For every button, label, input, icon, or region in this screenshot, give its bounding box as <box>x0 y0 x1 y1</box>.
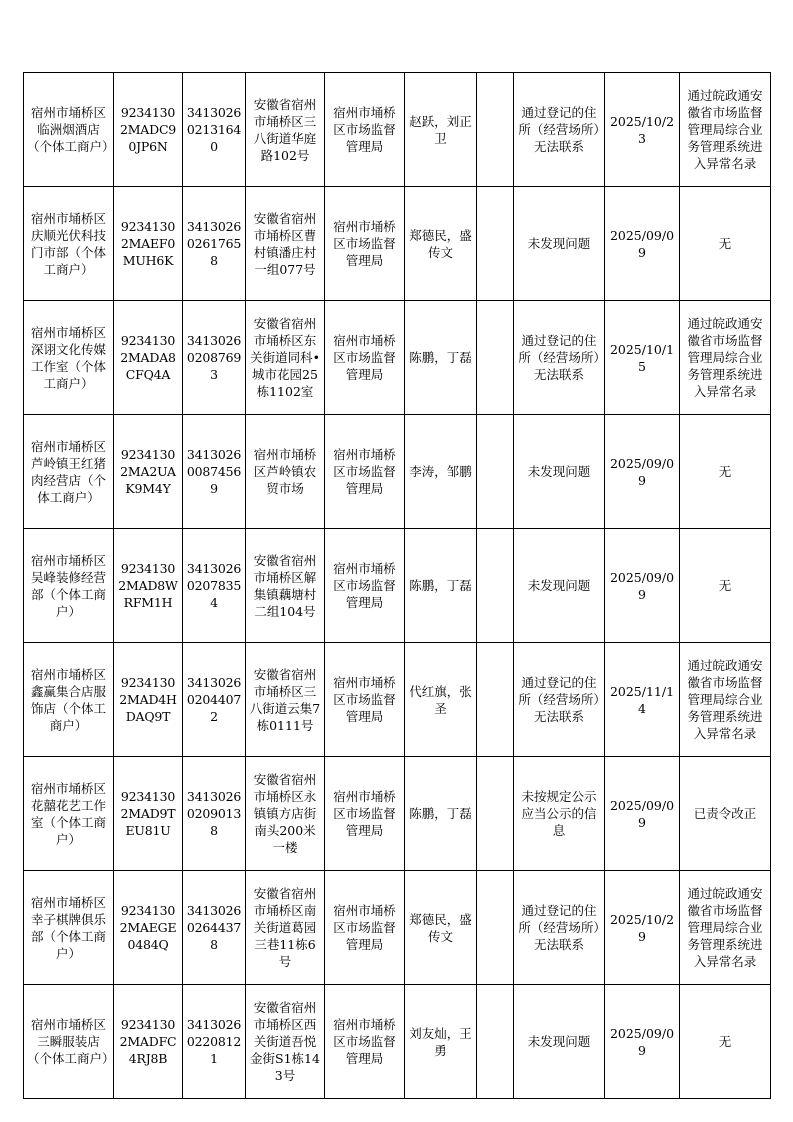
address-cell: 安徽省宿州市埇桥区东关街道同科•城市花园25栋1102室 <box>246 301 325 415</box>
table-row <box>24 985 771 1099</box>
blank-cell <box>477 985 514 1099</box>
date-cell: 2025/09/09 <box>605 757 680 871</box>
address-cell: 安徽省宿州市埇桥区曹村镇潘庄村一组077号 <box>246 187 325 301</box>
registration-number-cell: 341302602131640 <box>183 73 246 187</box>
table-row <box>24 415 771 529</box>
inspection-result-cell: 通过登记的住所（经营场所）无法联系 <box>514 73 605 187</box>
blank-cell <box>477 871 514 985</box>
authority-cell: 宿州市埇桥区市场监督管理局 <box>325 73 405 187</box>
date-cell: 2025/09/09 <box>605 187 680 301</box>
date-cell: 2025/09/09 <box>605 985 680 1099</box>
inspection-records-table <box>23 72 771 1099</box>
inspection-result-cell: 通过登记的住所（经营场所）无法联系 <box>514 301 605 415</box>
table-row <box>24 529 771 643</box>
registration-number-cell: 341302602090138 <box>183 757 246 871</box>
authority-cell: 宿州市埇桥区市场监督管理局 <box>325 187 405 301</box>
business-name-cell: 宿州市埇桥区庆顺光伏科技门市部（个体工商户） <box>24 187 114 301</box>
authority-cell: 宿州市埇桥区市场监督管理局 <box>325 529 405 643</box>
inspectors-cell: 郑德民，盛传文 <box>405 871 477 985</box>
address-cell: 安徽省宿州市埇桥区解集镇藕塘村二组104号 <box>246 529 325 643</box>
table-row <box>24 301 771 415</box>
inspectors-cell: 陈鹏，丁磊 <box>405 757 477 871</box>
date-cell: 2025/09/09 <box>605 415 680 529</box>
registration-number-cell: 341302602644378 <box>183 871 246 985</box>
authority-cell: 宿州市埇桥区市场监督管理局 <box>325 985 405 1099</box>
registration-number-cell: 341302600874569 <box>183 415 246 529</box>
date-cell: 2025/10/15 <box>605 301 680 415</box>
handling-cell: 通过皖政通安徽省市场监督管理局综合业务管理系统进入异常名录 <box>680 643 771 757</box>
blank-cell <box>477 415 514 529</box>
inspectors-cell: 陈鹏，丁磊 <box>405 529 477 643</box>
blank-cell <box>477 73 514 187</box>
blank-cell <box>477 529 514 643</box>
business-name-cell: 宿州市埇桥区花囍花艺工作室（个体工商户） <box>24 757 114 871</box>
inspectors-cell: 刘友灿，王勇 <box>405 985 477 1099</box>
credit-code-cell: 92341302MAEGE0484Q <box>114 871 183 985</box>
handling-cell: 无 <box>680 529 771 643</box>
handling-cell: 通过皖政通安徽省市场监督管理局综合业务管理系统进入异常名录 <box>680 301 771 415</box>
handling-cell: 无 <box>680 415 771 529</box>
registration-number-cell: 341302602208121 <box>183 985 246 1099</box>
inspection-result-cell: 未发现问题 <box>514 415 605 529</box>
date-cell: 2025/10/23 <box>605 73 680 187</box>
table-row <box>24 187 771 301</box>
inspectors-cell: 赵跃，刘正卫 <box>405 73 477 187</box>
records-body <box>24 73 771 1099</box>
inspection-result-cell: 未发现问题 <box>514 187 605 301</box>
authority-cell: 宿州市埇桥区市场监督管理局 <box>325 871 405 985</box>
inspectors-cell: 代红旗，张圣 <box>405 643 477 757</box>
credit-code-cell: 92341302MAEF0MUH6K <box>114 187 183 301</box>
inspection-result-cell: 通过登记的住所（经营场所）无法联系 <box>514 643 605 757</box>
inspection-result-cell: 通过登记的住所（经营场所）无法联系 <box>514 871 605 985</box>
handling-cell: 无 <box>680 985 771 1099</box>
date-cell: 2025/09/09 <box>605 529 680 643</box>
date-cell: 2025/11/14 <box>605 643 680 757</box>
registration-number-cell: 341302602044072 <box>183 643 246 757</box>
business-name-cell: 宿州市埇桥区鑫赢集合店服饰店（个体工商户） <box>24 643 114 757</box>
inspectors-cell: 郑德民，盛传文 <box>405 187 477 301</box>
credit-code-cell: 92341302MADFC4RJ8B <box>114 985 183 1099</box>
inspection-result-cell: 未发现问题 <box>514 529 605 643</box>
credit-code-cell: 92341302MADA8CFQ4A <box>114 301 183 415</box>
address-cell: 安徽省宿州市埇桥区西关街道吾悦金街S1栋143号 <box>246 985 325 1099</box>
address-cell: 安徽省宿州市埇桥区三八街道云集7栋0111号 <box>246 643 325 757</box>
authority-cell: 宿州市埇桥区市场监督管理局 <box>325 643 405 757</box>
table-row <box>24 643 771 757</box>
business-name-cell: 宿州市埇桥区幸子棋牌俱乐部（个体工商户） <box>24 871 114 985</box>
inspectors-cell: 陈鹏，丁磊 <box>405 301 477 415</box>
inspectors-cell: 李涛，邹鹏 <box>405 415 477 529</box>
registration-number-cell: 341302602078354 <box>183 529 246 643</box>
table-row <box>24 757 771 871</box>
credit-code-cell: 92341302MAD9TEU81U <box>114 757 183 871</box>
handling-cell: 通过皖政通安徽省市场监督管理局综合业务管理系统进入异常名录 <box>680 871 771 985</box>
address-cell: 安徽省宿州市埇桥区三八街道华庭路102号 <box>246 73 325 187</box>
address-cell: 安徽省宿州市埇桥区南关街道葛园三巷11栋6号 <box>246 871 325 985</box>
blank-cell <box>477 643 514 757</box>
table-row <box>24 871 771 985</box>
handling-cell: 已责令改正 <box>680 757 771 871</box>
business-name-cell: 宿州市埇桥区三瞬服装店（个体工商户） <box>24 985 114 1099</box>
credit-code-cell: 92341302MAD4HDAQ9T <box>114 643 183 757</box>
authority-cell: 宿州市埇桥区市场监督管理局 <box>325 757 405 871</box>
authority-cell: 宿州市埇桥区市场监督管理局 <box>325 415 405 529</box>
business-name-cell: 宿州市埇桥区深诩文化传媒工作室（个体工商户） <box>24 301 114 415</box>
handling-cell: 无 <box>680 187 771 301</box>
authority-cell: 宿州市埇桥区市场监督管理局 <box>325 301 405 415</box>
business-name-cell: 宿州市埇桥区吴峰装修经营部（个体工商户） <box>24 529 114 643</box>
address-cell: 宿州市埇桥区芦岭镇农贸市场 <box>246 415 325 529</box>
registration-number-cell: 341302602087693 <box>183 301 246 415</box>
registration-number-cell: 341302602617658 <box>183 187 246 301</box>
credit-code-cell: 92341302MA2UAK9M4Y <box>114 415 183 529</box>
blank-cell <box>477 187 514 301</box>
date-cell: 2025/10/29 <box>605 871 680 985</box>
business-name-cell: 宿州市埇桥区芦岭镇王红猪肉经营店（个体工商户） <box>24 415 114 529</box>
credit-code-cell: 92341302MADC90JP6N <box>114 73 183 187</box>
blank-cell <box>477 757 514 871</box>
handling-cell: 通过皖政通安徽省市场监督管理局综合业务管理系统进入异常名录 <box>680 73 771 187</box>
inspection-result-cell: 未按规定公示应当公示的信息 <box>514 757 605 871</box>
business-name-cell: 宿州市埇桥区临洲烟酒店（个体工商户） <box>24 73 114 187</box>
credit-code-cell: 92341302MAD8WRFM1H <box>114 529 183 643</box>
address-cell: 安徽省宿州市埇桥区永镇镇方店街南头200米一楼 <box>246 757 325 871</box>
blank-cell <box>477 301 514 415</box>
table-row <box>24 73 771 187</box>
inspection-result-cell: 未发现问题 <box>514 985 605 1099</box>
